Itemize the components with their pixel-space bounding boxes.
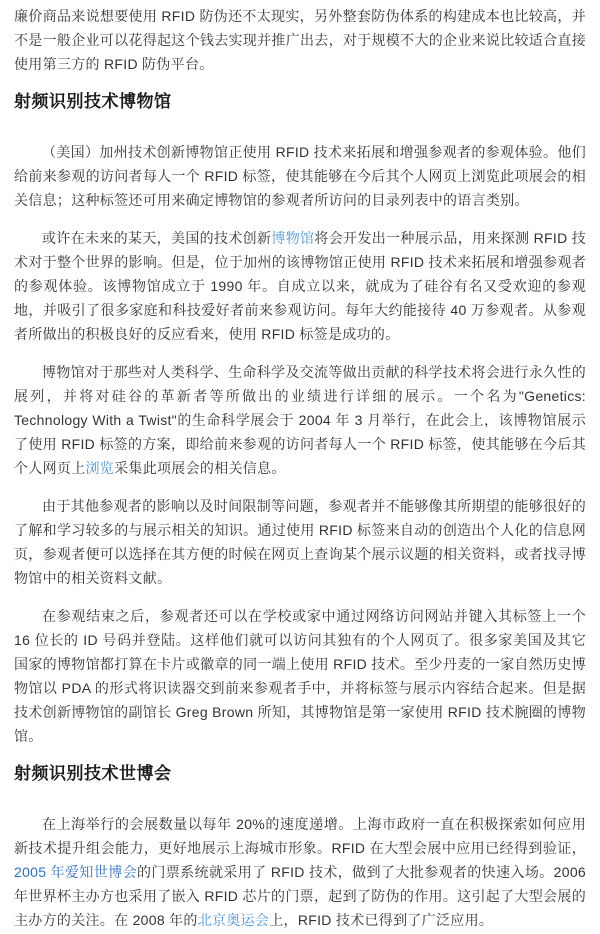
paragraph-museum-intro — [14, 140, 586, 212]
paragraph-after-visit — [14, 604, 586, 748]
section-heading-expo: 射频识别技术世博会 — [14, 764, 172, 783]
paragraph-text: 在参观结束之后，参观者还可以在学校或家中通过网络访问网站并键入其标签上一个 16 位长的 ID 号码并登陆。这样他们就可以访问其独有的个人网页了。很多家美国及其它国家的博物馆都打算在卡片或徽章的同一端上使用 RFID 技术。至少丹麦的一家自然历史博物馆以 PDA 的形式将识读器交到前来参观者手中，并将标签与展示内容结合起来。但是据技术创新博物馆的副馆长 Greg Brown 所知，其博物馆是第一家使用 RFID 技术腕圈的博物馆。 — [14, 608, 586, 744]
paragraph-text: 在上海举行的会展数量以每年 20%的速度递增。上海市政府一直在积极探索如何应用新技术提升组会能力，更好地展示上海城市形象。RFID 在大型会展中应用已经得到验证， — [14, 816, 586, 856]
paragraph-text: 博物馆对于那些对人类科学、生命科学及交流等做出贡献的科学技术将会进行永久性的展列，并将对硅谷的革新者等所做出的业绩进行详细的展示。一个名为"Genetics: Technology With a Twist"的生命科学展会于 2004 年 3 月举行，在此会上，该博物馆展示了使用 RFID 标签的方案，即给前来参观的访问者每人一个 RFID 标签，使其能够在今后其个人网页上 — [14, 364, 586, 476]
paragraph-personalized-webpage — [14, 494, 586, 590]
paragraph-text: 由于其他参观者的影响以及时间限制等问题，参观者并不能够像其所期望的能够很好的了解和学习较多的与展示相关的知识。通过使用 RFID 标签来自动的创造出个人化的信息网页，参观者便可以选择在其方便的时候在网页上查询某个展示议题的相关资料，或者找寻博物馆中的相关资料文献。 — [14, 498, 586, 586]
paragraph-text: 廉价商品来说想要使用 RFID 防伪还不太现实，另外整套防伪体系的构建成本也比较高，并不是一般企业可以花得起这个钱去实现并推广出去，对于规模不大的企业来说比较适合直接使用第三方的 RFID 防伪平台。 — [14, 8, 586, 72]
link-expo-2005[interactable]: 2005 年爱知世博会 — [14, 864, 137, 880]
paragraph-text: 将会开发出一种展示品，用来探测 RFID 技术对于整个世界的影响。但是，位于加州的该博物馆正使用 RFID 技术来拓展和增强参观者的参观体验。该博物馆成立于 1990 年。自成立以来，就成为了硅谷有名又受欢迎的参观地，并吸引了很多家庭和科技爱好者前来参观访问。每年大约能接待 40 万参观者。从参观者所做出的积极良好的反应看来，使用 RFID 标签是成功的。 — [14, 230, 586, 342]
paragraph-text: 的门票系统就采用了 RFID 技术，做到了大批参观者的快速入场。2006 年世界杯主办方也采用了嵌入 RFID 芯片的门票，起到了防伪的作用。这引起了大型会展的主办方的关注。在 2008 年的 — [14, 864, 586, 928]
section-heading-museum: 射频识别技术博物馆 — [14, 92, 172, 111]
paragraph-text: （美国）加州技术创新博物馆正使用 RFID 技术来拓展和增强参观者的参观体验。他们给前来参观的访问者每人一个 RFID 标签，使其能够在今后其个人网页上浏览此项展会的相关信息；这种标签还可用来确定博物馆的参观者所访问的目录列表中的语言类别。 — [14, 144, 586, 208]
paragraph-anti-counterfeit — [14, 4, 586, 76]
link-beijing-olympics[interactable]: 北京奥运会 — [197, 912, 270, 928]
link-browse[interactable]: 浏览 — [85, 460, 115, 476]
link-museum[interactable]: 博物馆 — [271, 230, 315, 246]
paragraph-text: 或许在未来的某天，美国的技术创新 — [42, 230, 272, 246]
paragraph-text: 采集此项展会的相关信息。 — [114, 460, 286, 476]
paragraph-museum-history — [14, 226, 586, 346]
paragraph-genetics-exhibit — [14, 360, 586, 480]
paragraph-text: 上，RFID 技术已得到了广泛应用。 — [269, 912, 494, 928]
paragraph-expo — [14, 812, 586, 932]
